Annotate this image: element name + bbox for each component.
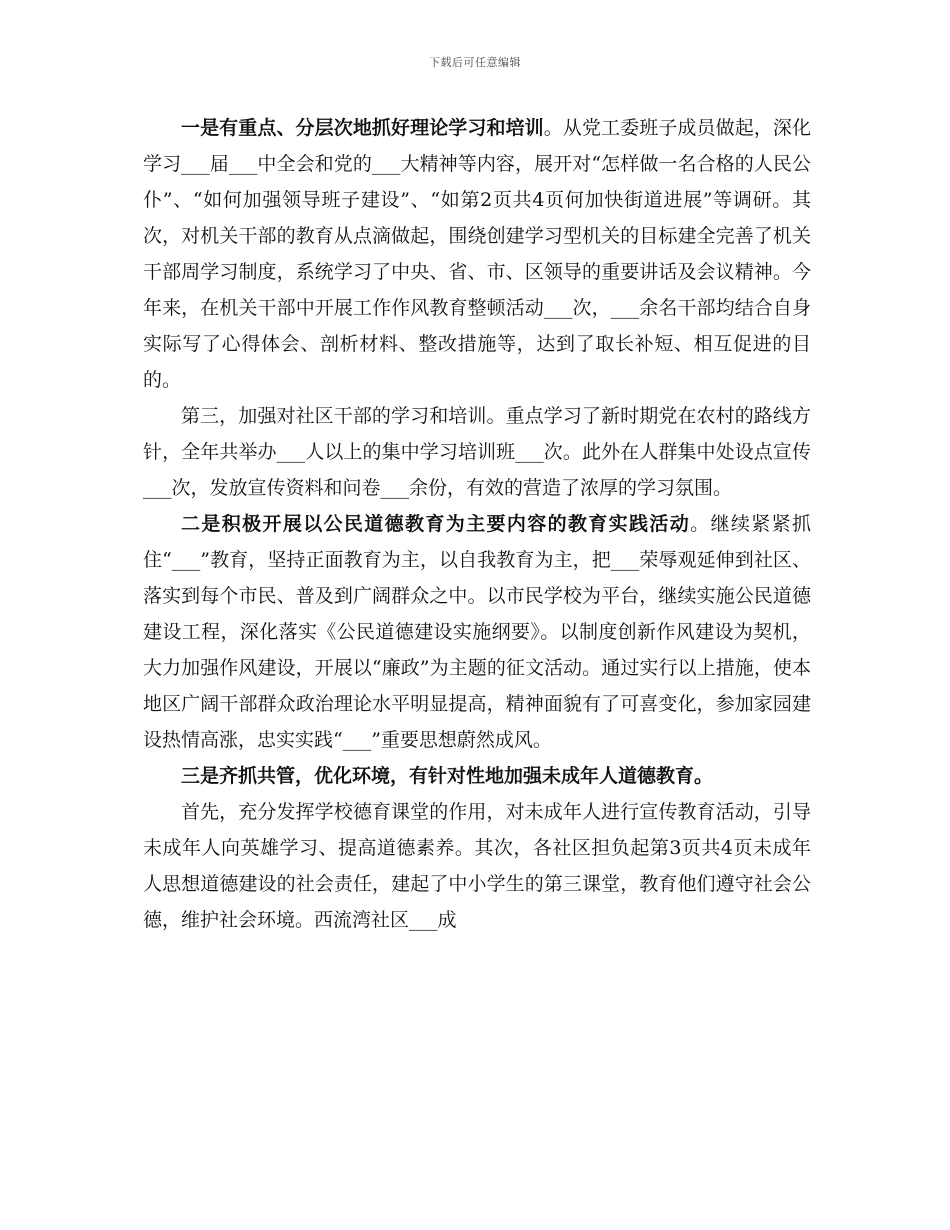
- paragraph-text: 。继续紧紧抓住“___”教育，坚持正面教育为主，以自我教育为主，把___荣辱观延伸到社区、落实到每个市民、普及到广阔群众之中。以市民学校为平台，继续实施公民道德建设工程，深化落实《公民道德建设实施纲要》。以制度创新作风建设为契机，大力加强作风建设，开展以“廉政”为主题的征文活动。通过实行以上措施，使本地区广阔干部群众政治理论水平明显提高，精神面貌有了可喜变化，参加家园建设热情高涨，忠实实践“___”重要思想蔚然成风。: [143, 513, 811, 751]
- paragraph-text: 。从党工委班子成员做起，深化学习___届___中全会和党的___大精神等内容，展开对“怎样做一名合格的人民公仆”、“如何加强领导班子建设”、“如第2页共4页何加快街道进展”等调研。其次，对机关干部的教育从点滴做起，围绕创建学习型机关的目标建全完善了机关干部周学习制度，系统学习了中央、省、市、区领导的重要讲话及会议精神。今年来，在机关干部中开展工作作风教育整顿活动___次，___余名干部均结合自身实际写了心得体会、剖析材料、整改措施等，达到了取长补短、相互促进的目的。: [143, 117, 811, 391]
- document-body: [143, 110, 811, 938]
- paragraph-lead: 二是积极开展以公民道德教育为主要内容的教育实践活动: [181, 513, 691, 535]
- paragraph-lead: 一是有重点、分层次地抓好理论学习和培训: [181, 117, 544, 139]
- paragraph-community-training: [143, 398, 811, 506]
- paragraph-lead: 三是齐抓共管，优化环境，有针对性地加强未成年人道德教育。: [181, 765, 714, 787]
- paragraph-theory-study: [143, 110, 811, 398]
- page-header-note: 下载后可任意编辑: [429, 56, 521, 69]
- paragraph-moral-education: [143, 506, 811, 758]
- paragraph-text: 首先，充分发挥学校德育课堂的作用，对未成年人进行宣传教育活动，引导未成年人向英雄学习、提高道德素养。其次，各社区担负起第3页共4页未成年人思想道德建设的社会责任，建起了中小学生的第三课堂，教育他们遵守社会公德，维护社会环境。西流湾社区___成: [143, 801, 811, 931]
- paragraph-text: 第三，加强对社区干部的学习和培训。重点学习了新时期党在农村的路线方针，全年共举办___人以上的集中学习培训班___次。此外在人群集中处设点宣传___次，发放宣传资料和问卷___余份，有效的营造了浓厚的学习氛围。: [143, 405, 811, 499]
- paragraph-minors-heading: [143, 758, 811, 794]
- paragraph-minors-detail: [143, 794, 811, 938]
